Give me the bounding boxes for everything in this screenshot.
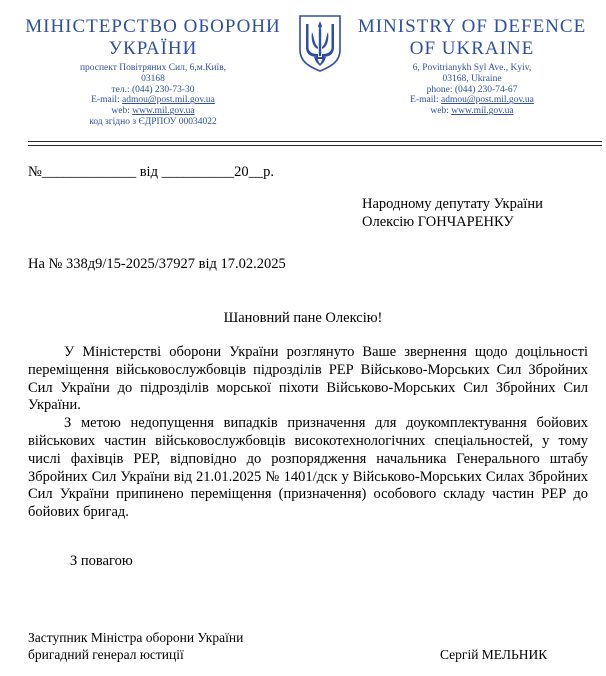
web-ua-link[interactable]: www.mil.gov.ua (132, 106, 195, 117)
signer-position-line1: Заступник Міністра оборони України (28, 630, 244, 645)
phone-ua: тел.: (044) 230-73-30 (111, 84, 195, 95)
body-paragraph: З метою недопущення випадків призначення для доукомплектування бойових військових частин військовослужбовців високотехнологічних спеціальностей, у тому числі фахівців РЕР, відповідно до розпорядження начальника Генерального штабу Збройних Сил України від 21.01.2025 № 1401/дск у Військово-Морських Силах Збройних Сил України припинено переміщення (призначення) особового складу частин РЕР до бойових бригад. (28, 415, 588, 521)
addressee-name: Олексію ГОНЧАРЕНКУ (362, 213, 514, 230)
letterhead-left (0, 16, 306, 128)
ministry-name-ua-line1: МІНІСТЕРСТВО ОБОРОНИ (25, 16, 281, 37)
closing: З повагою (70, 553, 133, 569)
address-en-line2: 03168, Ukraine (442, 73, 502, 84)
web-en-label: web: (430, 106, 452, 117)
address-ua-line1: проспект Повітряних Сил, 6,м.Київ, (79, 63, 227, 73)
reference-line: На № 338д9/15-2025/37927 від 17.02.2025 (28, 256, 286, 272)
web-ua-label: web: (111, 106, 133, 117)
ministry-name-en-line1: MINISTRY OF DEFENCE (357, 16, 587, 37)
addressee-block (362, 196, 543, 232)
registration-line: №_____________ від __________20__р. (28, 164, 274, 180)
body-paragraph: У Міністерстві оборони України розглянуто Ваше звернення щодо доцільності переміщення військовослужбовців підрозділів РЕР Військово-Морських Сил Збройних Сил України до підрозділів морської піхоти Військово-Морських Сил Збройних Сил України. (28, 344, 588, 414)
web-en-link[interactable]: www.mil.gov.ua (451, 106, 514, 117)
letterhead-right (338, 16, 606, 117)
email-en-link[interactable]: admou@post.mil.gov.ua (441, 95, 534, 106)
web-ua-row (0, 106, 306, 117)
email-ua-label: E-mail: (91, 95, 123, 106)
address-ua-line2: 03168 (141, 73, 165, 84)
signer-position (28, 629, 243, 663)
signer-name: Сергій МЕЛЬНИК (440, 647, 548, 662)
address-en-line1: 6, Povitrianykh Syl Ave., Kyiv, (412, 63, 532, 73)
trident-icon (297, 14, 343, 72)
letter-body (28, 344, 588, 522)
salutation: Шановний пане Олексію! (223, 310, 383, 326)
signer-position-line2: бригадний генерал юстиції (28, 647, 184, 662)
addressee-title: Народному депутату України (362, 196, 543, 212)
email-ua-row (0, 95, 306, 106)
ministry-name-ua-line2: УКРАЇНИ (108, 38, 198, 59)
edrpou-code: код згідно з ЄДРПОУ 00034022 (89, 116, 217, 127)
web-en-row (338, 106, 606, 117)
header-divider-top (28, 141, 602, 142)
ministry-name-en-line2: OF UKRAINE (409, 38, 535, 59)
email-en-label: E-mail: (410, 95, 442, 106)
email-ua-link[interactable]: admou@post.mil.gov.ua (122, 95, 215, 106)
email-en-row (338, 95, 606, 106)
header-divider-bottom (28, 145, 602, 146)
phone-en: phone: (044) 230-74-67 (426, 84, 518, 95)
